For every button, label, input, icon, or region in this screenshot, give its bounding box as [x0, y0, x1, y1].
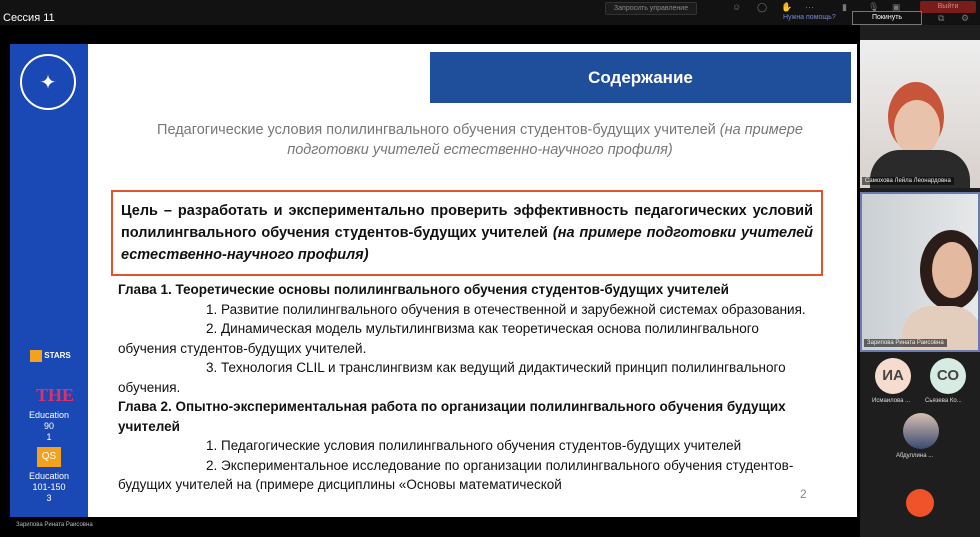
- stars-logo: STARS: [30, 350, 72, 372]
- feedback-icon[interactable]: ⧉: [938, 13, 945, 23]
- participant-avatar[interactable]: ИА: [875, 358, 911, 394]
- presenter-name: Зарипова Рината Раисовна: [16, 522, 93, 528]
- goal-box: Цель – разработать и экспериментально проверить эффективность педагогических условий полилингвального обучения студентов-будущих учителей (на примере подготовки учителей естественно-научного профиля): [111, 190, 823, 276]
- qs-ranking: Education 101-150 3: [28, 471, 70, 503]
- participant-avatar[interactable]: СО: [930, 358, 966, 394]
- participant-face: [894, 100, 940, 156]
- presenter-bar: [0, 517, 860, 537]
- more-icon[interactable]: ⋯: [805, 2, 814, 12]
- participant-name: Сьязева Ко...: [925, 398, 962, 404]
- list-item: 3. Технология CLIL и транслингвизм как ведущий дидактический принцип полилингвального обучения.: [118, 360, 786, 395]
- camera-icon[interactable]: ▮: [842, 2, 847, 12]
- participant-name: Зарипова Рината Раисовна: [864, 339, 947, 347]
- the-ranking: Education 90 1: [28, 410, 70, 442]
- chat-icon[interactable]: ◯: [757, 2, 768, 12]
- list-item: 2. Динамическая модель мультилингвизма как теоретическая основа полилингвального обучения студентов-будущих учителей.: [118, 321, 759, 356]
- slide-sidebar: [10, 44, 88, 517]
- record-button[interactable]: [906, 489, 934, 517]
- qs-logo: QS: [37, 447, 61, 467]
- request-control-button[interactable]: Запросить управление: [605, 2, 697, 15]
- participant-video-active[interactable]: [860, 192, 980, 352]
- chapter-title: Глава 1. Теоретические основы полилингвального обучения студентов-будущих учителей: [118, 282, 729, 297]
- participant-face: [932, 242, 972, 298]
- slide-title: Содержание: [430, 52, 851, 103]
- leave-button[interactable]: Покинуть: [852, 11, 922, 25]
- people-icon[interactable]: ☺: [732, 2, 742, 12]
- session-title: Сессия 11: [3, 12, 55, 24]
- participant-video[interactable]: [860, 40, 980, 188]
- gear-icon[interactable]: ⚙: [961, 13, 970, 23]
- participant-name: Исмаилова ...: [872, 398, 911, 404]
- list-item: 1. Педагогические условия полилингвального обучения студентов-будущих учителей: [206, 438, 742, 453]
- shared-slide: [10, 44, 857, 517]
- the-logo: THE: [36, 385, 75, 405]
- reaction-icon[interactable]: ✋: [781, 2, 793, 12]
- share-icon[interactable]: ▣: [892, 2, 901, 12]
- slide-subtitle: Педагогические условия полилингвального обучения студентов-будущих учителей (на примере подготовки учителей естественно-научного профиля): [157, 122, 803, 158]
- list-item: 2. Экспериментальное исследование по организации полилингвального обучения студентов-будущих учителей на (примере дисциплины «Основы математической: [118, 457, 794, 492]
- participant-name: Абдуллина ...: [896, 453, 934, 459]
- chapter-title: Глава 2. Опытно-экспериментальная работа по организации полилингвального обучения будущих учителей: [118, 399, 786, 434]
- exit-button[interactable]: Выйти: [920, 1, 976, 13]
- page-number: 2: [800, 487, 807, 501]
- mic-icon[interactable]: 🎙: [868, 2, 880, 12]
- top-bar: [0, 0, 980, 25]
- participant-name: Самохова Лейла Леонардовна: [862, 177, 954, 185]
- university-logo-icon: ✦: [20, 54, 76, 110]
- list-item: 1. Развитие полилингвального обучения в отечественной и зарубежной системах образования.: [206, 301, 806, 317]
- help-link[interactable]: Нужна помощь?: [783, 14, 836, 21]
- contents-list: [118, 280, 818, 495]
- participant-avatar-photo[interactable]: [903, 413, 939, 449]
